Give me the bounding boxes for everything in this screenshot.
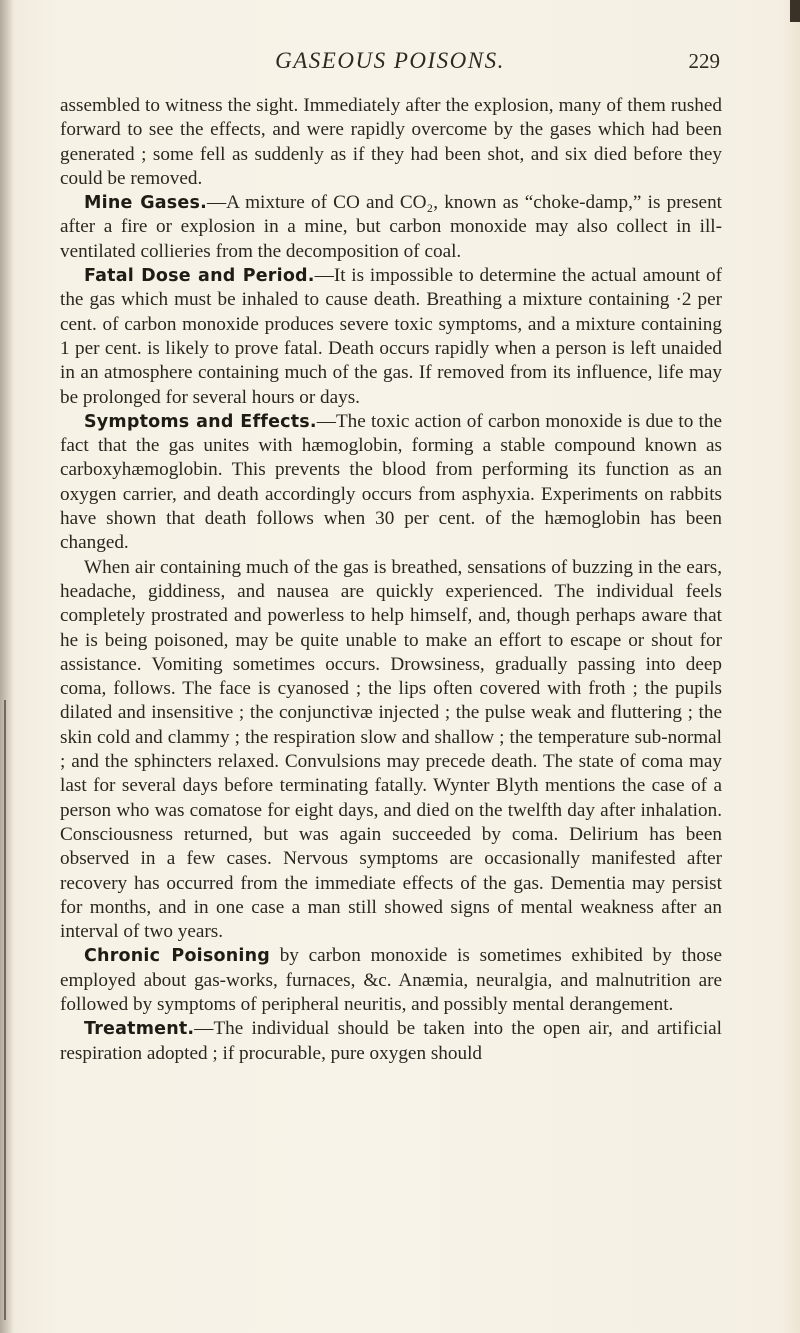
paragraph-treatment <box>60 1017 722 1066</box>
paragraph-text: —The individual should be taken into the open air, and artificial respiration adopted ; if procurable, pure oxygen should <box>60 1018 722 1064</box>
section-heading: Treatment. <box>84 1019 195 1040</box>
paragraph-symptoms <box>60 410 722 556</box>
paragraph-text: When air containing much of the gas is breathed, sensations of buzzing in the ears, headache, giddiness, and nausea are quickly experienced. The individual feels completely prostrated and powerless to help himself, and, though perhaps aware that he is being poisoned, may be quite unable to make an effort to escape or shout for assistance. Vomiting sometimes occurs. Drowsiness, gradually passing into deep coma, follows. The face is cyanosed ; the lips often covered with froth ; the pupils dilated and insensitive ; the conjunctivæ injected ; the pulse weak and fluttering ; the skin cold and clammy ; the respiration slow and shallow ; the temperature sub-normal ; and the sphincters relaxed. Convulsions may precede death. The state of coma may last for several days before terminating fatally. Wynter Blyth mentions the case of a person who was comatose for eight days, and died on the twelfth day after inhalation. Consciousness returned, but was again succeeded by coma. Delirium has been observed in a few cases. Nervous symptoms are occasionally manifested after recovery has occurred from the immediate effects of the gas. Dementia may persist for months, and in one case a man still showed signs of mental weakness after an interval of two years. <box>60 556 722 943</box>
paragraph-mine-gases <box>60 191 722 264</box>
running-head <box>60 48 720 78</box>
section-heading: Mine Gases. <box>84 193 207 214</box>
spine-shadow <box>0 0 14 1333</box>
page-number: 229 <box>688 49 720 73</box>
margin-rule <box>4 700 6 1320</box>
section-heading: Symptoms and Effects. <box>84 411 317 432</box>
paragraph-chronic <box>60 944 722 1017</box>
paragraph-inhalation <box>60 556 722 945</box>
body-text <box>60 94 722 1066</box>
paragraph-text: assembled to witness the sight. Immediately after the explosion, many of them rushed forward to see the effects, and were rapidly overcome by the gases which had been generated ; some fell as suddenly as if they had been shot, and six died before they could be removed. <box>60 95 722 189</box>
paragraph-text: by carbon monoxide is sometimes exhibited by those employed about gas-works, furnaces, &c. Anæmia, neuralgia, and malnutrition are followed by symptoms of peripheral neuritis, and possibly mental derangement. <box>60 945 722 1015</box>
paragraph-fatal-dose <box>60 264 722 410</box>
paragraph-opening <box>60 94 722 191</box>
paragraph-text: —It is impossible to determine the actual amount of the gas which must be inhaled to cause death. Breathing a mixture containing ·2 per cent. of carbon monoxide produces severe toxic symptoms, and a mixture containing 1 per cent. is likely to prove fatal. Death occurs rapidly when a person is left unaided in an atmosphere containing much of the gas. If removed from its influence, life may be prolonged for several hours or days. <box>60 265 722 408</box>
paragraph-text: —The toxic action of carbon monoxide is due to the fact that the gas unites with hæmoglobin, forming a stable compound known as carboxyhæmoglobin. This prevents the blood from performing its function as an oxygen carrier, and death accordingly occurs from asphyxia. Experiments on rabbits have shown that death follows when 30 per cent. of the hæmoglobin has been changed. <box>60 410 722 554</box>
section-heading: Fatal Dose and Period. <box>84 266 315 287</box>
corner-mark <box>790 0 800 22</box>
paragraph-text: —A mixture of CO and CO₂, known as “choke-damp,” is present after a fire or explosion in a mine, but carbon monoxide may also collect in ill-ventilated collieries from the decomposition of coal. <box>60 192 723 262</box>
section-heading: Chronic Poisoning <box>84 946 270 967</box>
running-title: GASEOUS POISONS. <box>275 48 505 73</box>
